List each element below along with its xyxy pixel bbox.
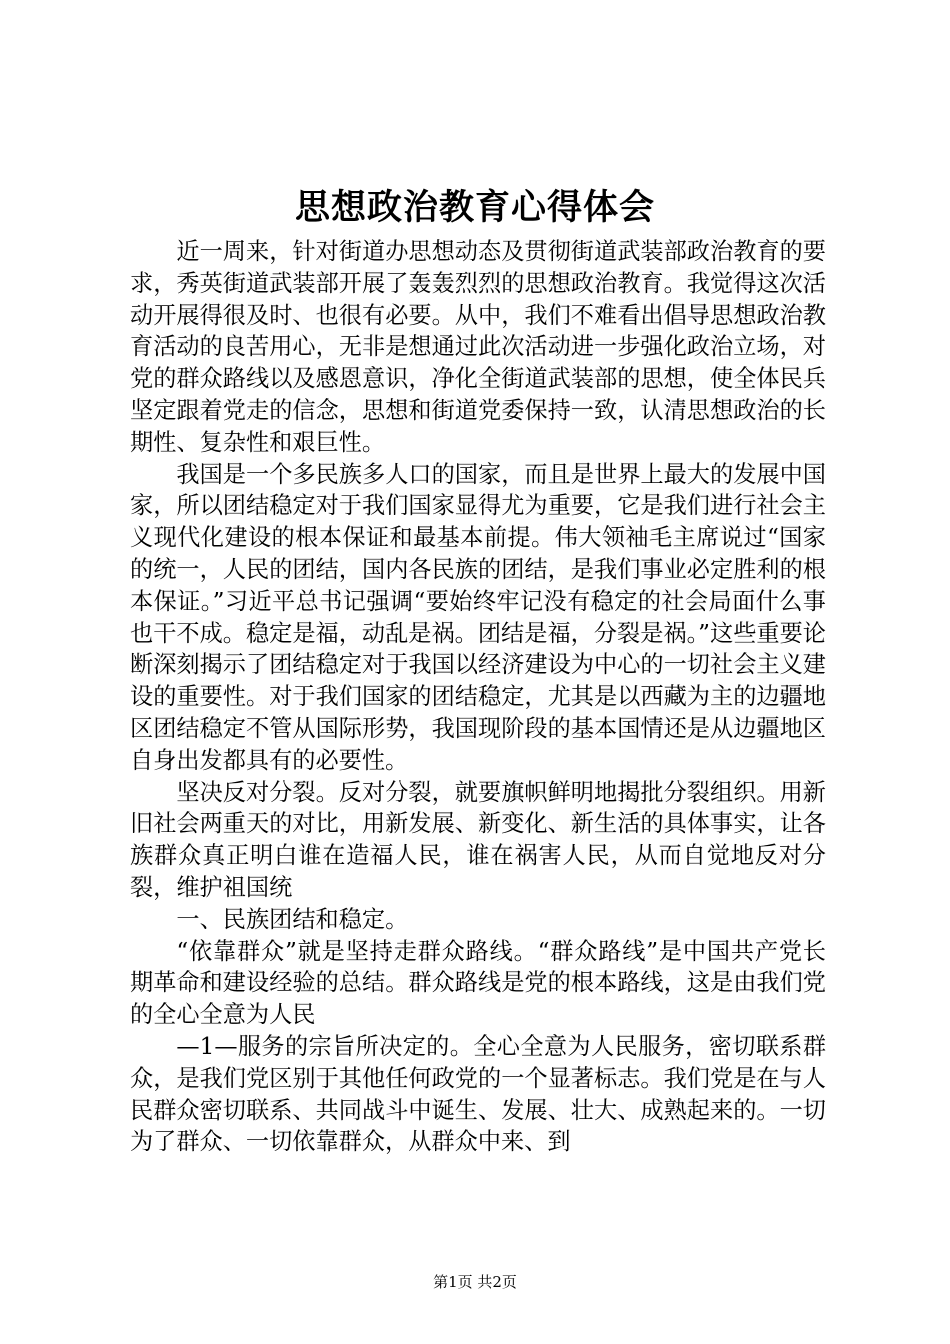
paragraph-mass-line: “依靠群众”就是坚持走群众路线。“群众路线”是中国共产党长期革命和建设经验的总结。群众路线是党的根本路线，这是由我们党的全心全意为人民 (130, 937, 826, 1029)
page-number-footer: 第1页 共2页 (433, 1273, 517, 1291)
paragraph-serve-people: —1—服务的宗旨所决定的。全心全意为人民服务，密切联系群众，是我们党区别于其他任何政党的一个显著标志。我们党是在与人民群众密切联系、共同战斗中诞生、发展、壮大、成熟起来的。一切为了群众、一切依靠群众，从群众中来、到 (130, 1032, 826, 1156)
paragraph-unity-stability: 我国是一个多民族多人口的国家，而且是世界上最大的发展中国家，所以团结稳定对于我们国家显得尤为重要，它是我们进行社会主义现代化建设的根本保证和最基本前提。伟大领袖毛主席说过“国家的统一，人民的团结，国内各民族的团结，是我们事业必定胜利的根本保证。”习近平总书记强调“要始终牢记没有稳定的社会局面什么事也干不成。稳定是福，动乱是祸。团结是福，分裂是祸。”这些重要论断深刻揭示了团结稳定对于我国以经济建设为中心的一切社会主义建设的重要性。对于我们国家的团结稳定，尤其是以西藏为主的边疆地区团结稳定不管从国际形势，我国现阶段的基本国情还是从边疆地区自身出发都具有的必要性。 (130, 460, 826, 774)
paragraph-intro: 近一周来，针对街道办思想动态及贯彻街道武装部政治教育的要求，秀英街道武装部开展了轰轰烈烈的思想政治教育。我觉得这次活动开展得很及时、也很有必要。从中，我们不难看出倡导思想政治教育活动的良苦用心，无非是想通过此次活动进一步强化政治立场，对党的群众路线以及感恩意识，净化全街道武装部的思想，使全体民兵坚定跟着党走的信念，思想和街道党委保持一致，认清思想政治的长期性、复杂性和艰巨性。 (130, 238, 826, 456)
document-body (130, 236, 826, 1158)
section-heading: 一、民族团结和稳定。 (176, 905, 409, 933)
document-title: 思想政治教育心得体会 (294, 187, 655, 228)
paragraph-oppose-separatism: 坚决反对分裂。反对分裂，就要旗帜鲜明地揭批分裂组织。用新旧社会两重天的对比，用新发展、新变化、新生活的具体事实，让各族群众真正明白谁在造福人民，谁在祸害人民，从而自觉地反对分裂，维护祖国统 (130, 778, 826, 901)
